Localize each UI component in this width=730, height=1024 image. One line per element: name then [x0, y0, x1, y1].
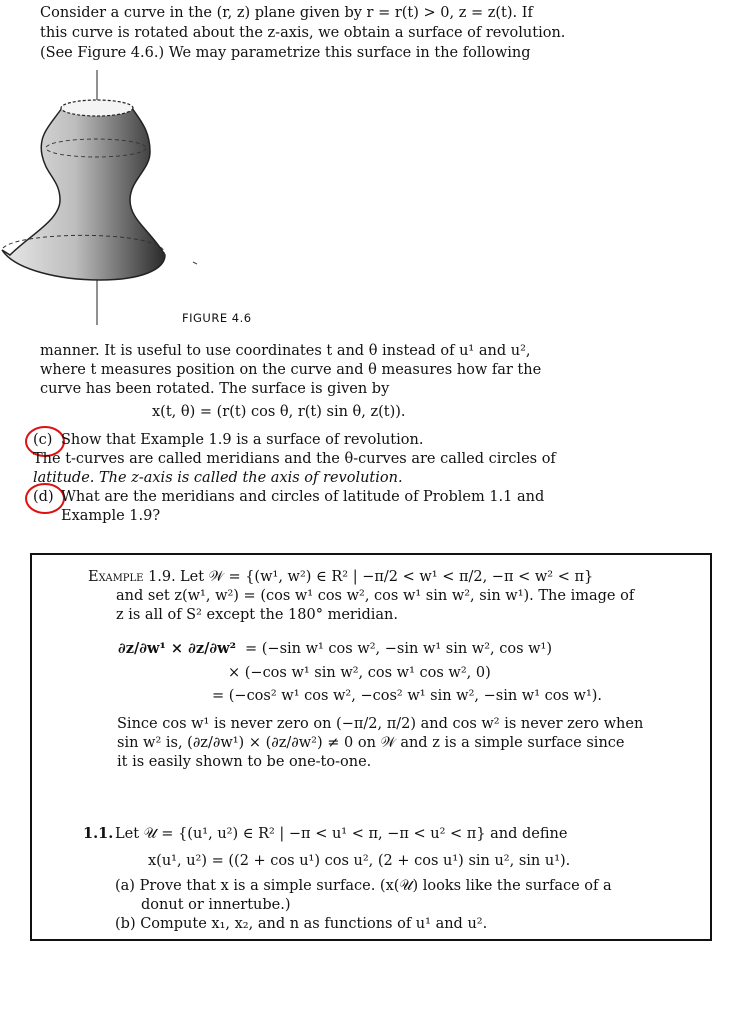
problem-part-a-2: donut or innertube.)	[141, 897, 291, 913]
intro-line-2: this curve is rotated about the z-axis, we obtain a surface of revolution.	[40, 25, 566, 41]
problem-part-b: (b) Compute x₁, x₂, and n as functions of u¹ and u².	[115, 916, 488, 932]
example-line-2: and set z(w¹, w²) = (cos w¹ cos w², cos w¹ sin w², sin w¹). The image of	[116, 588, 635, 604]
item-d-text: What are the meridians and circles of latitude of Problem 1.1 and	[61, 489, 545, 505]
body-line-3: curve has been rotated. The surface is given by	[40, 381, 390, 397]
item-d-text-2: Example 1.9?	[61, 508, 161, 524]
problem-line-2: x(u¹, u²) = ((2 + cos u¹) cos u², (2 + cos u¹) sin u², sin u¹).	[148, 853, 571, 869]
derivative-line-1: = (−sin w¹ cos w², −sin w¹ sin w², cos w¹)	[245, 641, 553, 657]
problem-heading: 1.1.	[83, 825, 114, 842]
derivative-line-2: × (−cos w¹ sin w², cos w¹ cos w², 0)	[228, 665, 491, 681]
body-line-2: where t measures position on the curve and θ measures how far the	[40, 362, 542, 378]
figure-caption: FIGURE 4.6	[182, 311, 252, 325]
meridians-line-1: The t-curves are called meridians and the θ-curves are called circles of	[33, 451, 556, 467]
surface-of-revolution-figure	[0, 70, 240, 330]
example-heading: Example 1.9.	[88, 569, 176, 585]
item-c-label: (c)	[33, 432, 53, 448]
derivative-line-3: = (−cos² w¹ cos w², −cos² w¹ sin w², −sin w¹ cos w¹).	[212, 688, 603, 704]
item-d-label: (d)	[33, 489, 54, 505]
body-line-1: manner. It is useful to use coordinates t and θ instead of u¹ and u²,	[40, 343, 531, 359]
example-line-1: Let 𝒲 = {(w¹, w²) ∈ R² | −π/2 < w¹ < π/2, −π < w² < π}	[180, 569, 594, 585]
derivative-lhs: ∂z/∂w¹ × ∂z/∂w²	[118, 640, 236, 657]
since-line-2: sin w² is, (∂z/∂w¹) × (∂z/∂w²) ≠ 0 on 𝒲 and z is a simple surface since	[117, 735, 625, 751]
intro-line-3: (See Figure 4.6.) We may parametrize this surface in the following	[40, 45, 531, 61]
meridians-line-2: latitude. The z-axis is called the axis of revolution.	[33, 470, 403, 486]
since-line-1: Since cos w¹ is never zero on (−π/2, π/2) and cos w² is never zero when	[117, 716, 644, 732]
problem-line-1: Let 𝒰 = {(u¹, u²) ∈ R² | −π < u¹ < π, −π < u² < π} and define	[115, 826, 568, 842]
problem-part-a-1: (a) Prove that x is a simple surface. (x(𝒰) looks like the surface of a	[115, 878, 612, 894]
example-line-3: z is all of S² except the 180° meridian.	[116, 607, 399, 623]
intro-line-1: Consider a curve in the (r, z) plane given by r = r(t) > 0, z = z(t). If	[40, 5, 533, 21]
item-c-text: Show that Example 1.9 is a surface of revolution.	[61, 432, 424, 448]
since-line-3: it is easily shown to be one-to-one.	[117, 754, 372, 770]
surface-formula: x(t, θ) = (r(t) cos θ, r(t) sin θ, z(t)).	[152, 404, 406, 420]
